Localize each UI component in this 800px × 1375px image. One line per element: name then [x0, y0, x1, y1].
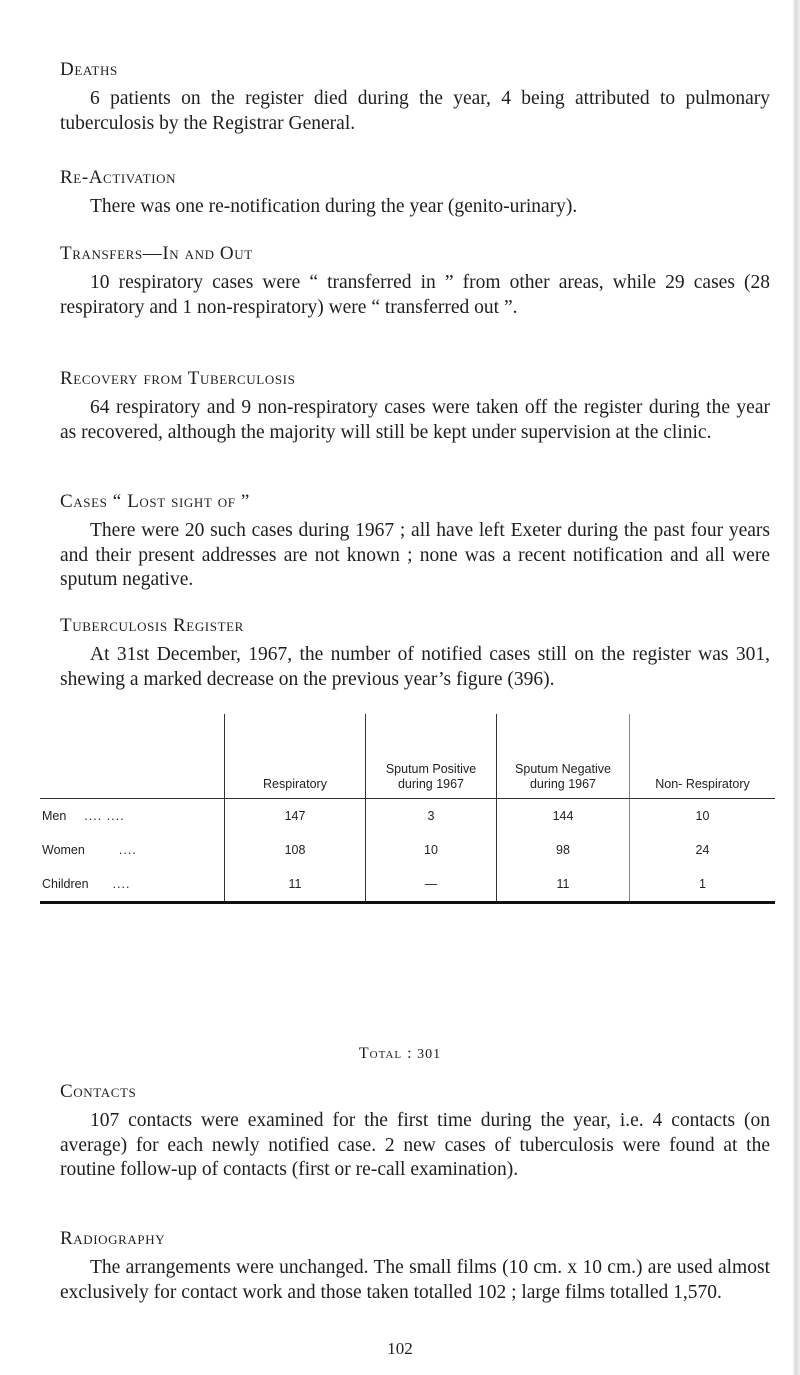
row-label: Children [42, 877, 89, 891]
section-heading: Transfers—In and Out [60, 243, 253, 264]
section-text: At 31st December, 1967, the number of notified cases still on the register was 301, shewing a marked decrease on the previous year’s figure (396). [60, 644, 770, 690]
table-cell: 1 [630, 867, 776, 903]
header-sputum-negative: Sputum Negative during 1967 [497, 714, 630, 799]
section-tb-register [60, 613, 770, 692]
section-contacts [60, 1079, 770, 1183]
section-heading: Cases “ Lost sight of ” [60, 491, 250, 512]
section-text: The arrangements were unchanged. The small films (10 cm. x 10 cm.) are used almost exclusively for contact work and those taken totalled 102 ; large films totalled 1,570. [60, 1257, 770, 1303]
section-heading: Recovery from Tuberculosis [60, 368, 296, 389]
section-text: 107 contacts were examined for the first time during the year, i.e. 4 contacts (on average) for each newly notified case. 2 new cases of tuberculosis were found at the routine follow-up of contacts (first or re-call examination). [60, 1110, 770, 1180]
row-label-cell [40, 867, 225, 903]
section-heading: Tuberculosis Register [60, 615, 244, 636]
table-cell: 11 [225, 867, 366, 903]
section-text: 10 respiratory cases were “ transferred in ” from other areas, while 29 cases (28 respiratory and 1 non-respiratory) were “ transferred out ”. [60, 272, 770, 318]
header-respiratory: Respiratory [225, 714, 366, 799]
leader-dots: .... [112, 877, 131, 891]
table-header-row [40, 714, 775, 799]
table-row [40, 833, 775, 867]
table-cell: 98 [497, 833, 630, 867]
header-blank [40, 714, 225, 799]
table-row [40, 799, 775, 834]
leader-dots: .... .... [84, 809, 125, 823]
table-cell: 3 [366, 799, 497, 834]
section-recovery [60, 366, 770, 445]
section-lost-sight [60, 489, 770, 593]
row-label-cell [40, 799, 225, 834]
section-transfers [60, 241, 770, 320]
section-reactivation [60, 165, 770, 220]
section-heading: Contacts [60, 1081, 137, 1102]
register-table [40, 714, 775, 904]
table-cell: 108 [225, 833, 366, 867]
table-cell: 147 [225, 799, 366, 834]
table-cell: 10 [630, 799, 776, 834]
section-text: There was one re-notification during the year (genito-urinary). [90, 196, 578, 217]
page-number: 102 [387, 1339, 413, 1358]
table-cell: 144 [497, 799, 630, 834]
header-non-respiratory: Non- Respiratory [630, 714, 776, 799]
section-text: 64 respiratory and 9 non-respiratory cases were taken off the register during the year as recovered, although the majority will still be kept under supervision at the clinic. [60, 397, 770, 443]
page-edge-shadow [793, 0, 800, 1375]
section-text: 6 patients on the register died during the year, 4 being attributed to pulmonary tuberculosis by the Registrar General. [60, 88, 770, 134]
header-sputum-positive: Sputum Positive during 1967 [366, 714, 497, 799]
section-radiography [60, 1226, 770, 1305]
row-label: Men [42, 809, 67, 823]
section-deaths [60, 57, 770, 136]
table-cell: 10 [366, 833, 497, 867]
row-label: Women [42, 843, 85, 857]
table-cell: — [366, 867, 497, 903]
table-total [0, 1045, 800, 1063]
leader-dots: .... [118, 843, 137, 857]
section-heading: Re-Activation [60, 167, 177, 188]
table-cell: 24 [630, 833, 776, 867]
section-heading: Deaths [60, 59, 118, 80]
row-label-cell [40, 833, 225, 867]
table-cell: 11 [497, 867, 630, 903]
total-value: 301 [417, 1047, 442, 1062]
table-row [40, 867, 775, 903]
total-label: Total : [358, 1045, 413, 1062]
section-text: There were 20 such cases during 1967 ; all have left Exeter during the past four years and their present addresses are not known ; none was a recent notification and all were sputum negative. [60, 520, 770, 590]
section-heading: Radiography [60, 1228, 166, 1249]
